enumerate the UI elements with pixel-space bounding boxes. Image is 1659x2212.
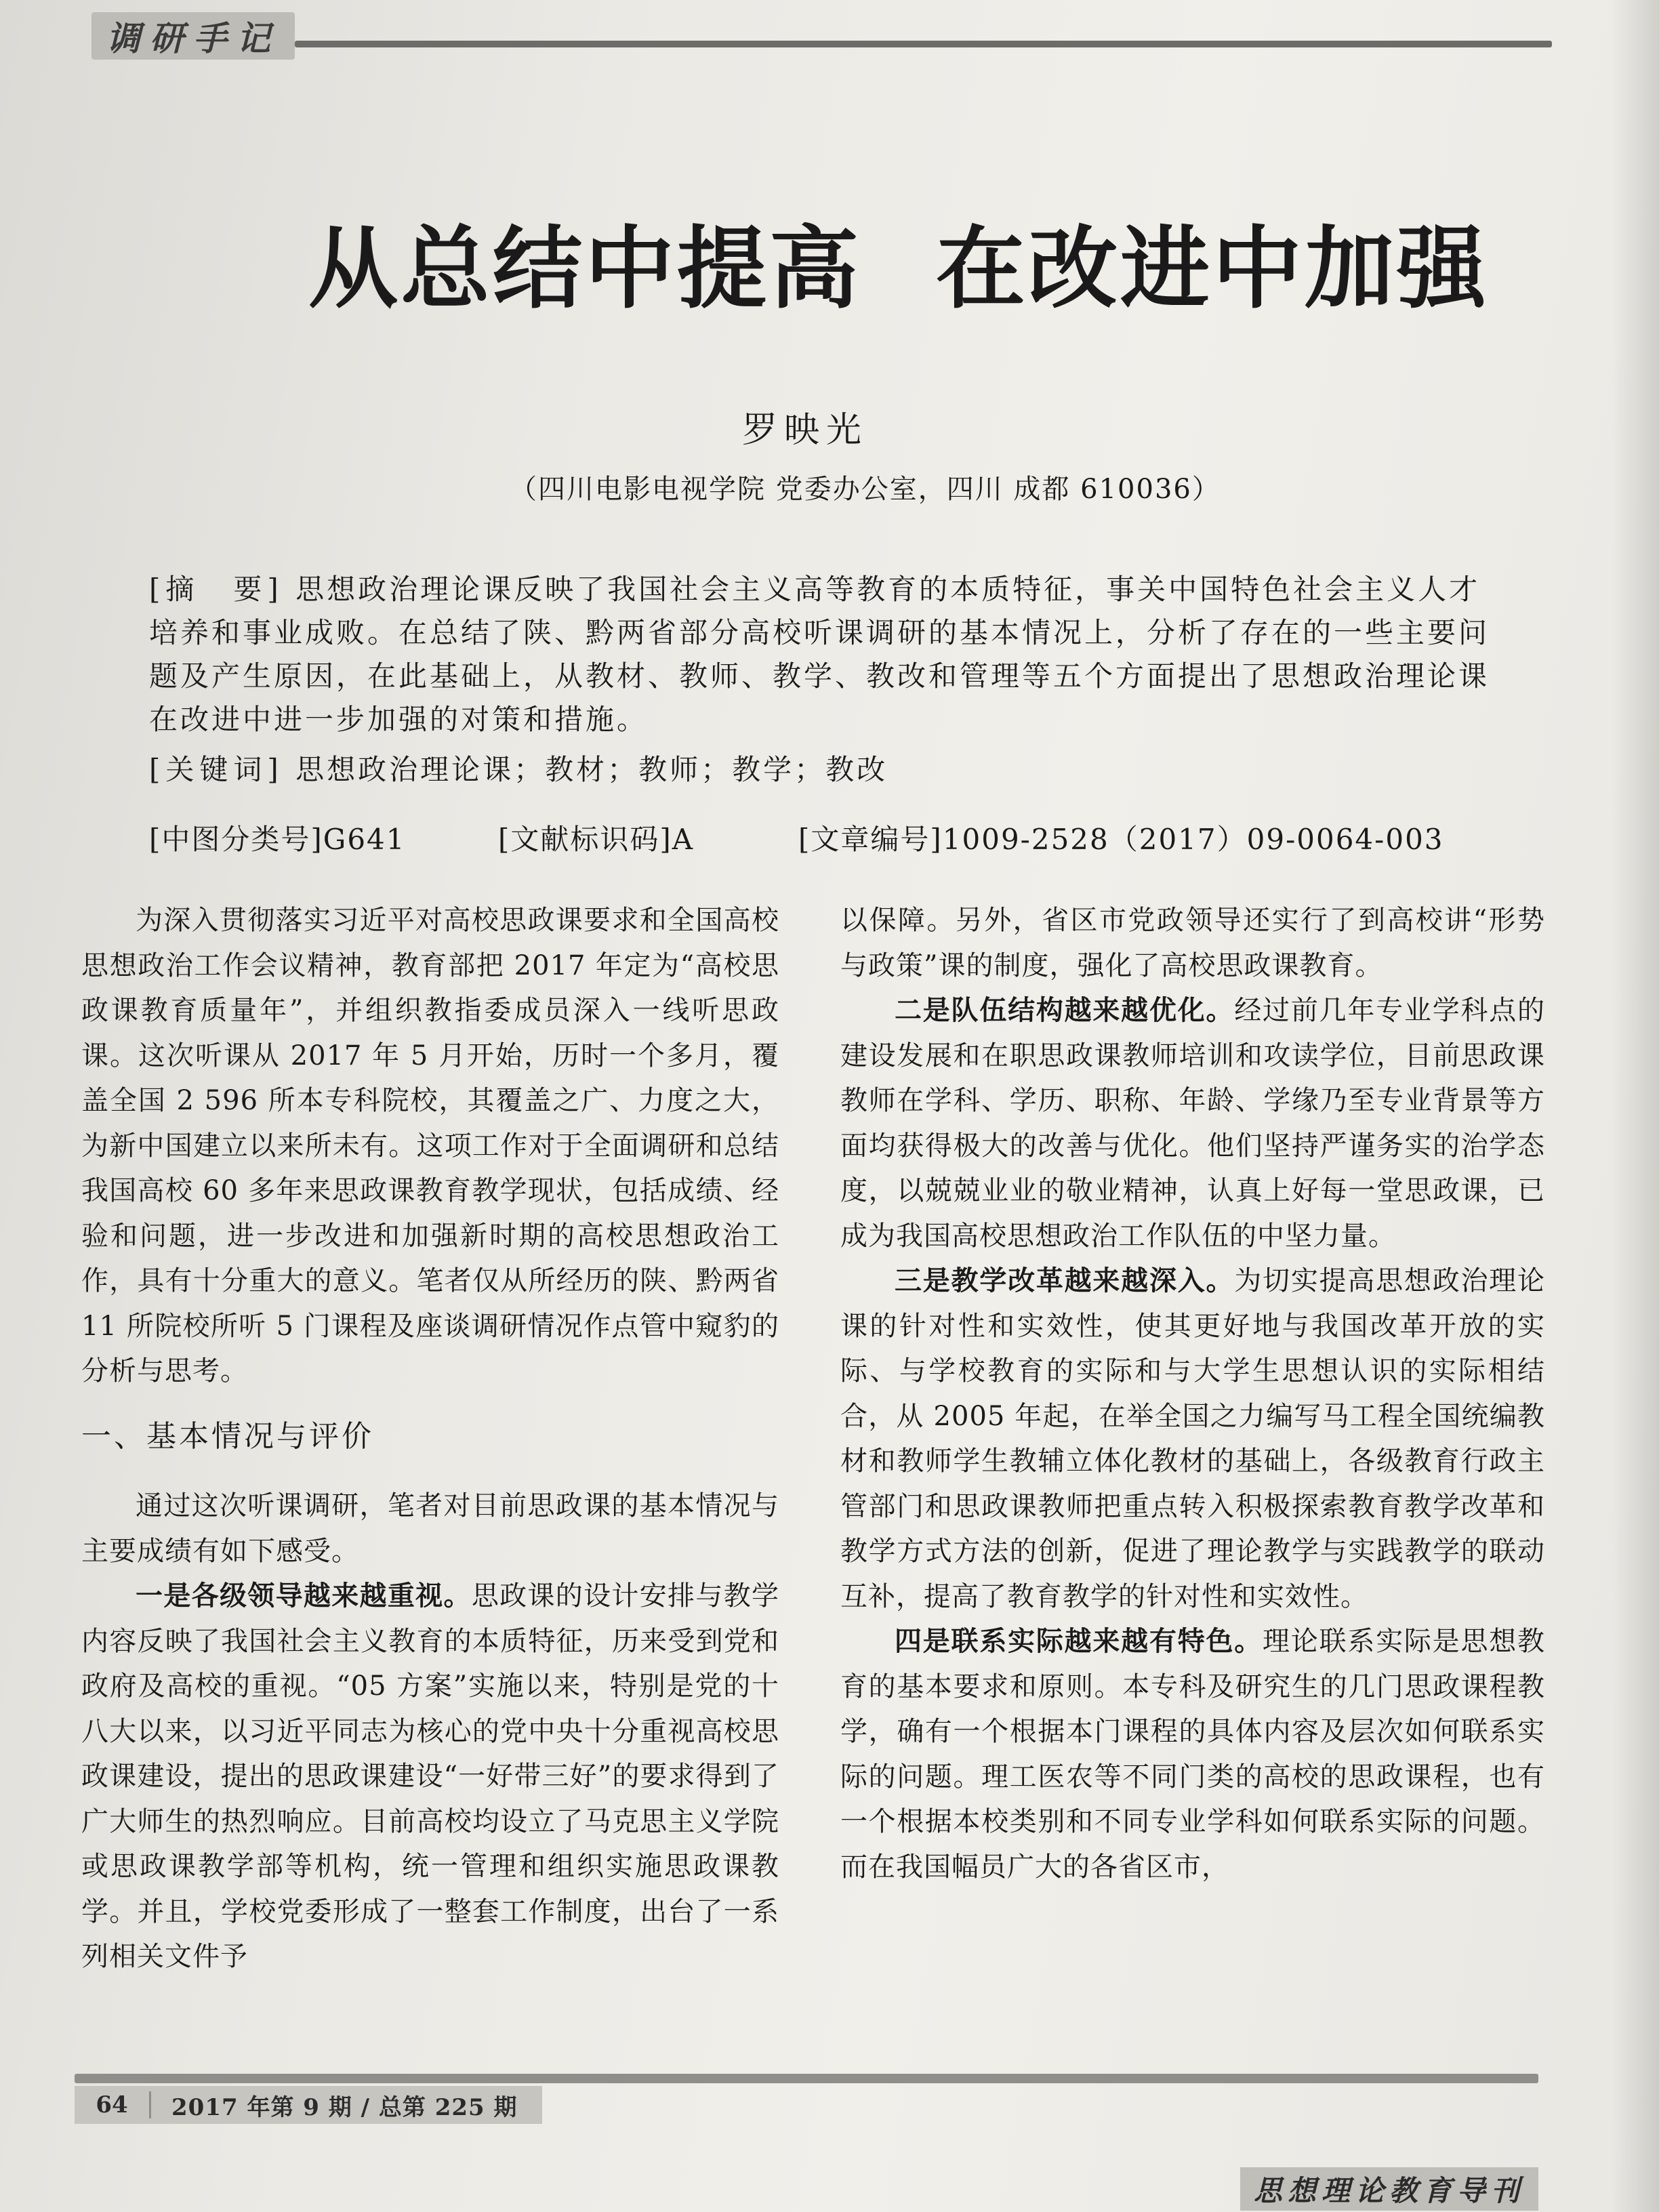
point-heading: 四是联系实际越来越有特色。 xyxy=(895,1625,1263,1657)
title-part-2: 在改进中加强 xyxy=(936,217,1489,321)
paragraph: 通过这次听课调研，笔者对目前思政课的基本情况与主要成绩有如下感受。 xyxy=(81,1490,779,1567)
clc-code xyxy=(149,817,406,858)
point-text: 思政课的设计安排与教学内容反映了我国社会主义教育的本质特征，历来受到党和政府及高校的重视。“05 方案”实施以来，特别是党的十八大以来，以习近平同志为核心的党中央十分重视高校思政课建设，提出的思政课建设“一好带三好”的要求得到了广大师生的热烈响应。目前高校均设立了马克思主义学院或思政课教学部等机构，统一管理和组织实施思政课教学。并且，学校党委形成了一整套工作制度，出台了一系列相关文件予 xyxy=(81,1580,780,1972)
keywords-text: 思想政治理论课；教材；教师；教学；教改 xyxy=(295,753,888,786)
article-number xyxy=(798,817,1444,858)
body-column-right xyxy=(840,898,1545,1889)
issue-info: 2017 年第 9 期 / 总第 225 期 xyxy=(171,2093,518,2121)
journal-name: 思想理论教育导刊 xyxy=(1240,2167,1538,2211)
abstract-label: [摘 要] xyxy=(149,573,284,606)
point-text: 为切实提高思想政治理论课的针对性和实效性，使其更好地与我国改革开放的实际、与学校教育的实际和与大学生思想认识的实际相结合，从 2005 年起，在举全国之力编写马工程全国统编教材和教师学生教辅立体化教材的基础上，各级教育行政主管部门和思政课教师把重点转入积极探索教育教学改革和教学方式方法的创新，促进了理论教学与实践教学的联动互补，提高了教育教学的针对性和实效性。 xyxy=(840,1265,1546,1612)
document-code xyxy=(498,817,694,858)
section-heading: 一、基本情况与评价 xyxy=(81,1418,374,1454)
point-text: 经过前几年专业学科点的建设发展和在职思政课教师培训和攻读学位，目前思政课教师在学科、学历、职称、年龄、学缘乃至专业背景等方面均获得极大的改善与优化。他们坚持严谨务实的治学态度，以兢兢业业的敬业精神，认真上好每一堂思政课，已成为我国高校思想政治工作队伍的中坚力量。 xyxy=(840,995,1546,1252)
keywords-label: [关键词] xyxy=(149,753,284,786)
point-heading: 一是各级领导越来越重视。 xyxy=(136,1580,472,1612)
page-number: 64 xyxy=(75,2091,151,2118)
abstract-block xyxy=(149,568,1511,792)
abstract xyxy=(149,568,1511,741)
keywords xyxy=(149,748,1511,792)
book-spine-shadow xyxy=(1612,0,1659,2212)
paragraph xyxy=(840,1619,1545,1889)
clc-label: [中图分类号] xyxy=(149,823,323,856)
paragraph: 以保障。另外，省区市党政领导还实行了到高校讲“形势与政策”课的制度，强化了高校思政课教育。 xyxy=(840,905,1545,981)
doc-code-label: [文献标识码] xyxy=(498,823,672,856)
doc-code-value: A xyxy=(672,823,695,856)
clc-value: G641 xyxy=(323,823,406,856)
point-heading: 二是队伍结构越来越优化。 xyxy=(895,994,1235,1026)
paragraph xyxy=(81,1574,779,1980)
footer-bar xyxy=(75,2086,542,2124)
article-no-label: [文章编号] xyxy=(798,823,943,856)
article-no-value: 1009-2528（2017）09-0064-003 xyxy=(942,823,1444,856)
body-column-left xyxy=(81,898,779,1980)
author-affiliation: （四川电影电视学院 党委办公室，四川 成都 610036） xyxy=(510,474,1221,505)
paragraph xyxy=(840,1258,1545,1619)
paragraph: 为深入贯彻落实习近平对高校思政课要求和全国高校思想政治工作会议精神，教育部把 2017 年定为“高校思政课教育质量年”，并组织教指委成员深入一线听思政课。这次听课从 2017 年 5 月开始，历时一个多月，覆盖全国 2 596 所本专科院校，其覆盖之广、力度之大，为新中国建立以来所未有。这项工作对于全面调研和总结我国高校 60 多年来思政课教育教学现状，包括成绩、经验和问题，进一步改进和加强新时期的高校思想政治工作，具有十分重大的意义。笔者仅从所经历的陕、黔两省 11 所院校所听 5 门课程及座谈调研情况作点管中窥豹的分析与思考。 xyxy=(81,905,779,1387)
author-name: 罗映光 xyxy=(742,410,869,451)
paragraph xyxy=(840,988,1545,1258)
point-text: 理论联系实际是思想教育的基本要求和原则。本专科及研究生的几门思政课程教学，确有一个根据本门课程的具体内容及层次如何联系实际的问题。理工医农等不同门类的高校的思政课程，也有一个根据本校类别和不同专业学科如何联系实际的问题。而在我国幅员广大的各省区市， xyxy=(840,1626,1546,1883)
footer-rule xyxy=(75,2074,1538,2083)
title-part-1: 从总结中提高 xyxy=(308,217,861,321)
section-label: 调研手记 xyxy=(91,12,295,60)
abstract-text: 思想政治理论课反映了我国社会主义高等教育的本质特征，事关中国特色社会主义人才培养和事业成败。在总结了陕、黔两省部分高校听课调研的基本情况上，分析了存在的一些主要问题及产生原因，在此基础上，从教材、教师、教学、教改和管理等五个方面提出了思想政治理论课在改进中进一步加强的对策和措施。 xyxy=(149,573,1490,736)
point-heading: 三是教学改革越来越深入。 xyxy=(895,1265,1235,1296)
article-title xyxy=(308,197,1489,325)
header-rule xyxy=(295,41,1552,47)
